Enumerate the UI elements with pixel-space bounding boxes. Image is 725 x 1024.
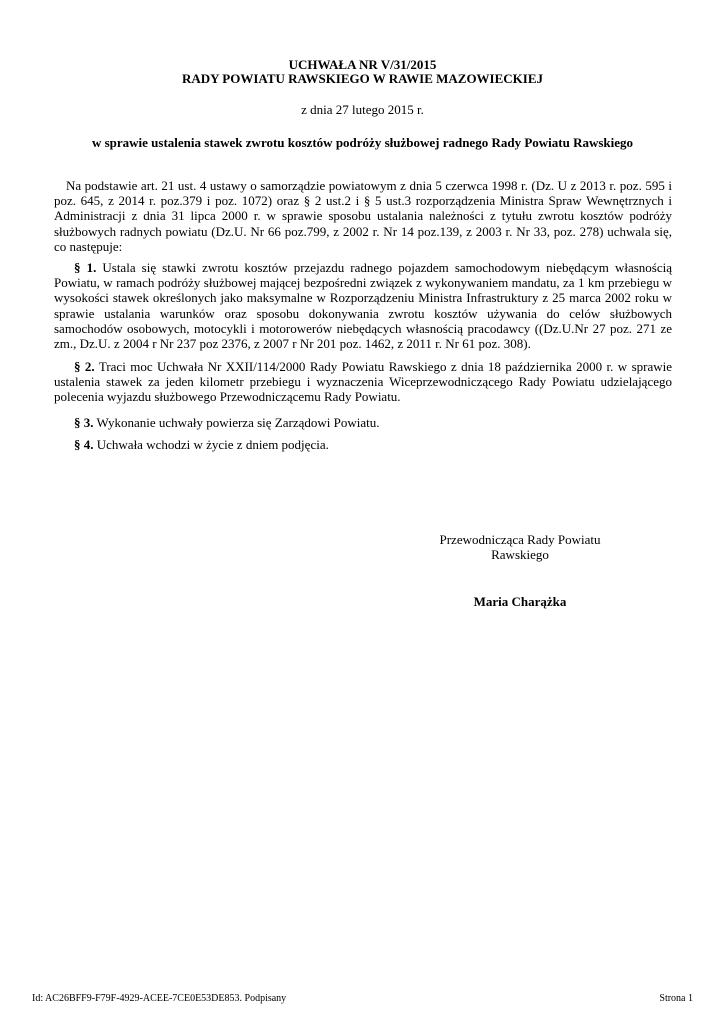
preamble: Na podstawie art. 21 ust. 4 ustawy o samorządzie powiatowym z dnia 5 czerwca 1998 r. (Dz. U z 2013 r. poz. 595 i poz. 645, z 2014 r. poz.379 i poz. 1072) oraz § 2 ust.2 i § 5 ust.3 rozporządzenia Ministra Spraw Wewnętrznych i Administracji z dnia 31 lipca 2000 r. w sprawie sposobu ustalania należności z tytułu zwrotu kosztów podróży służbowych radnych powiatu (Dz.U. Nr 66 poz.799, z 2002 r. Nr 14 poz.139, z 2003 r. Nr 33, poz. 278) uchwala się, co następuje: [54,178,672,254]
signatory-name: Maria Charążka [473,594,567,609]
section-4-label: § 4. [74,437,94,452]
document-id: Id: AC26BFF9-F79F-4929-ACEE-7CE0E53DE853. Podpisany [32,993,287,1004]
signatory-role-line2: Rawskiego [491,547,549,562]
section-3-label: § 3. [74,415,94,430]
section-2-text: Traci moc Uchwała Nr XXII/114/2000 Rady Powiatu Rawskiego z dnia 18 października 2000 r. w sprawie ustalenia stawek za jeden kilometr przebiegu i wyznaczenia Wiceprzewodniczącego Rady Powiatu udzielającego polecenia wyjazdu służbowego Przewodniczącemu Rady Powiatu. [54,359,673,405]
council-name: RADY POWIATU RAWSKIEGO W RAWIE MAZOWIECKIEJ [181,71,544,86]
section-4 [54,437,672,452]
resolution-title: UCHWAŁA NR V/31/2015 [288,57,437,72]
section-3-text: Wykonanie uchwały powierza się Zarządowi Powiatu. [93,415,380,430]
section-3 [54,415,672,430]
section-4-text: Uchwała wchodzi w życie z dniem podjęcia. [93,437,329,452]
section-1-label: § 1. [74,260,97,275]
section-2 [54,359,672,405]
section-1 [54,260,672,351]
resolution-subject: w sprawie ustalenia stawek zwrotu kosztów podróży służbowej radnego Rady Powiatu Rawskiego [91,135,634,150]
signatory-role-line1: Przewodnicząca Rady Powiatu [439,532,601,547]
section-2-label: § 2. [74,359,95,374]
resolution-date: z dnia 27 lutego 2015 r. [301,102,424,117]
page-number: Strona 1 [659,993,693,1004]
section-1-text: Ustala się stawki zwrotu kosztów przejazdu radnego pojazdem samochodowym niebędącym własnością Powiatu, w ramach podróży służbowej mającej bezpośredni związek z wykonywaniem mandatu, za 1 km przebiegu w wysokości stawek określonych jako maksymalne w Rozporządzeniu Ministra Infrastruktury z 25 marca 2002 roku w sprawie ustalania warunków oraz sposobu dokonywania zwrotu kosztów używania do celów służbowych samochodów osobowych, motocykli i motorowerów niebędących własnością pracodawcy ((Dz.U.Nr 27 poz. 271 ze zm., Dz.U. z 2004 r Nr 237 poz 2376, z 2007 r Nr 201 poz. 1462, z 2011 r. Nr 61 poz. 308). [54,260,672,352]
